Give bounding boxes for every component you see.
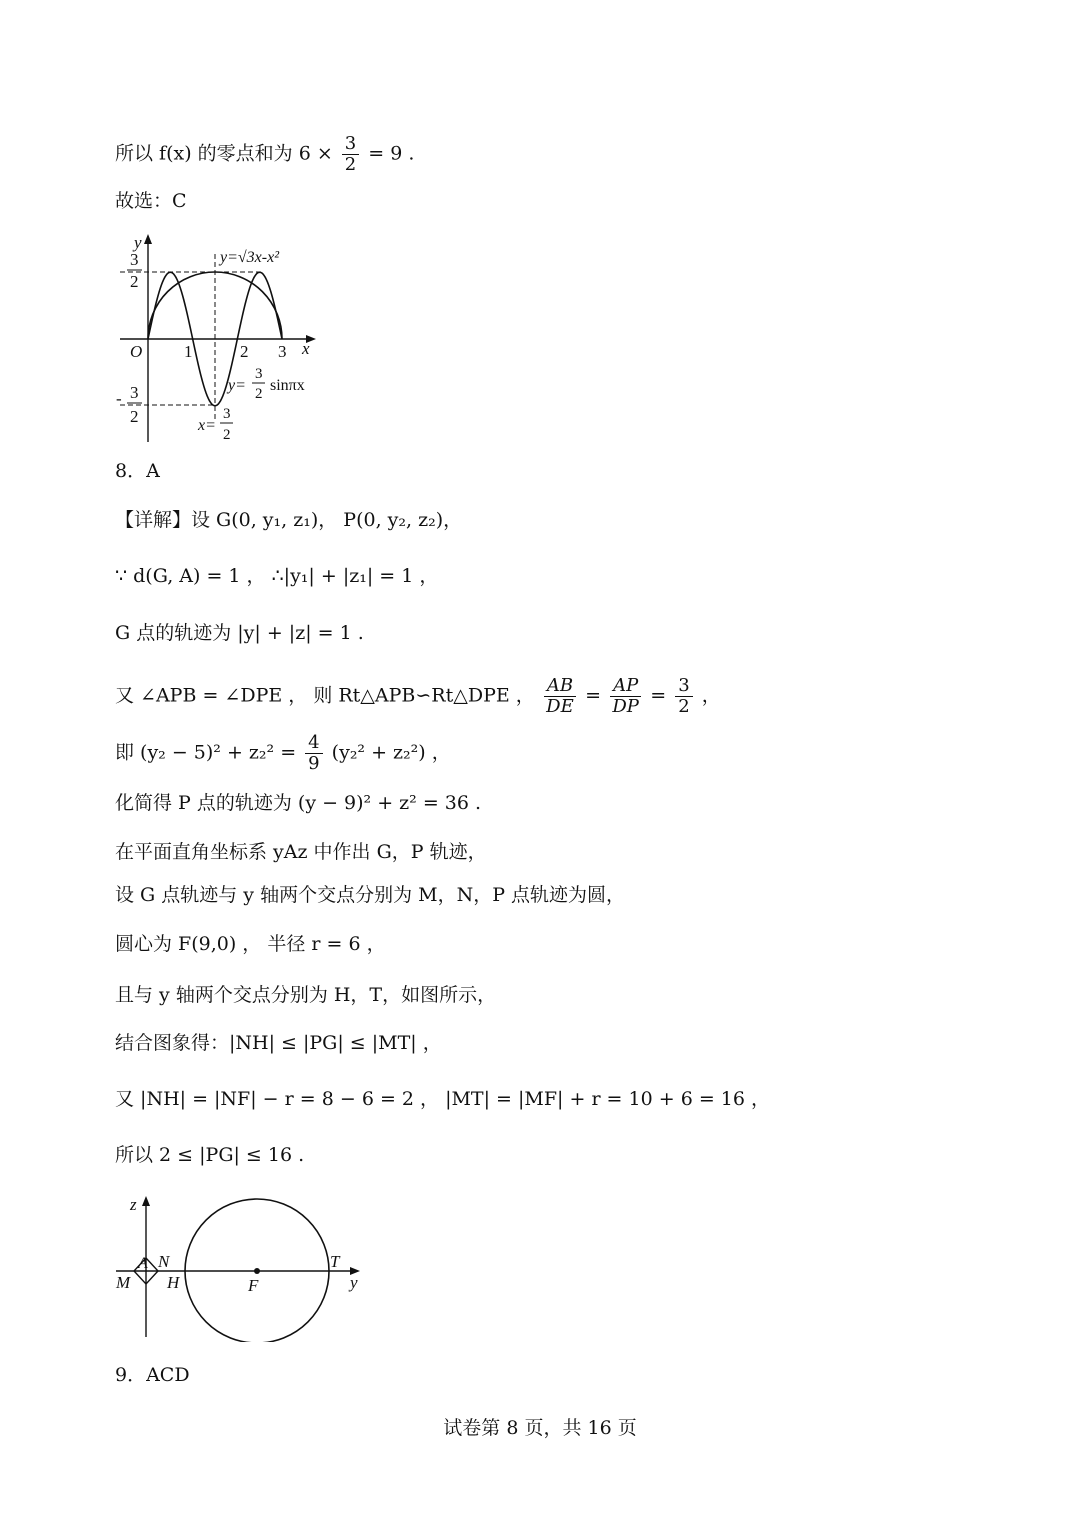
y-axis-label: y [134, 233, 142, 252]
zero-sum-suffix: = 9 . [368, 142, 415, 165]
z-axis-label: z [130, 1195, 137, 1214]
point-t-label: T [330, 1252, 340, 1271]
tick-label-3: 3 [278, 342, 287, 361]
text-line-plane: 在平面直角坐标系 yAz 中作出 G，P 轨迹， [115, 841, 487, 863]
question-9-answer: 9．ACD [115, 1364, 190, 1386]
ytick-numerator: 3 [130, 250, 139, 269]
xline-label-numerator: 3 [223, 406, 231, 422]
fraction-four-ninths: $\frac{4}{9}$ [305, 733, 322, 774]
text-line-result: 所以 2 ≤ |PG| ≤ 16 . [115, 1144, 305, 1166]
point-h-label: H [167, 1273, 180, 1292]
text-line-intersections: 设 G 点轨迹与 y 轴两个交点分别为 M，N，P 点轨迹为圆， [115, 884, 626, 906]
sine-label-numerator: 3 [255, 366, 263, 382]
sine-label-denominator: 2 [255, 386, 263, 402]
xline-label-denominator: 2 [223, 427, 231, 443]
y-axis-label: y [350, 1273, 358, 1292]
text-line-similar-triangles: 又 ∠APB = ∠DPE ， 则 Rt△APB∽Rt△DPE ， $\frac{AB}{DE}$ = $\frac{AP}{DP}$ = $\frac{3}{2}$ ， [115, 675, 721, 717]
semicircle-label: y=√3x-x² [220, 249, 280, 266]
ytick-neg-denominator: 2 [130, 407, 139, 426]
sine-semicircle-figure [112, 232, 332, 447]
text-line-p-locus: 化简得 P 点的轨迹为 (y − 9)² + z² = 36 . [115, 792, 482, 814]
ytick-denominator: 2 [130, 272, 139, 291]
zero-sum-prefix: 所以 f(x) 的零点和为 6 × [115, 142, 333, 165]
text-line-distance: ∵ d(G, A) = 1 ， ∴|y₁| + |z₁| = 1 ， [115, 565, 439, 587]
text-line-g-locus: G 点的轨迹为 |y| + |z| = 1 . [115, 622, 364, 644]
x-axis-label: x [302, 339, 310, 358]
point-f-label: F [248, 1276, 259, 1295]
tick-label-1: 1 [184, 342, 193, 361]
fraction-three-halves-ratio: $\frac{3}{2}$ [675, 676, 692, 717]
sine-label-suffix: sinπx [270, 377, 305, 394]
xline-label-prefix: x= [198, 417, 216, 434]
tick-label-2: 2 [240, 342, 249, 361]
page-footer: 试卷第 8 页，共 16 页 [443, 1417, 637, 1439]
sine-label-prefix: y= [228, 377, 246, 394]
text-line-detail: 【详解】设 G(0, y₁, z₁)， P(0, y₂, z₂)， [115, 509, 463, 531]
ytick-neg-numerator: 3 [130, 383, 139, 402]
ytick-neg-sign: - [116, 389, 122, 408]
fraction-ap-dp: $\frac{AP}{DP}$ [610, 676, 641, 717]
point-n-label: N [158, 1252, 170, 1271]
fraction-three-halves: $\frac{3}{2}$ [342, 134, 359, 175]
point-m-label: M [116, 1273, 131, 1292]
text-line-center-radius: 圆心为 F(9,0) ， 半径 r = 6 ， [115, 933, 386, 955]
answer-choice-line: 故选：C [115, 190, 187, 212]
question-8-answer: 8．A [115, 460, 160, 482]
text-line-circle-intersections: 且与 y 轴两个交点分别为 H，T，如图所示， [115, 984, 497, 1006]
text-line-inequality: 结合图象得：|NH| ≤ |PG| ≤ |MT| ， [115, 1032, 442, 1054]
circle-locus-figure [112, 1192, 372, 1342]
text-line-equation: 即 (y₂ − 5)² + z₂² = $\frac{4}{9}$ (y₂² + z₂²) ， [115, 732, 451, 774]
text-line-computation: 又 |NH| = |NF| − r = 8 − 6 = 2 ， |MT| = |MF| + r = 10 + 6 = 16 ， [115, 1088, 770, 1110]
fraction-ab-de: $\frac{AB}{DE}$ [544, 676, 576, 717]
text-line-zero-sum [115, 134, 414, 175]
point-a-label: A [138, 1255, 148, 1272]
origin-label: O [130, 342, 143, 361]
